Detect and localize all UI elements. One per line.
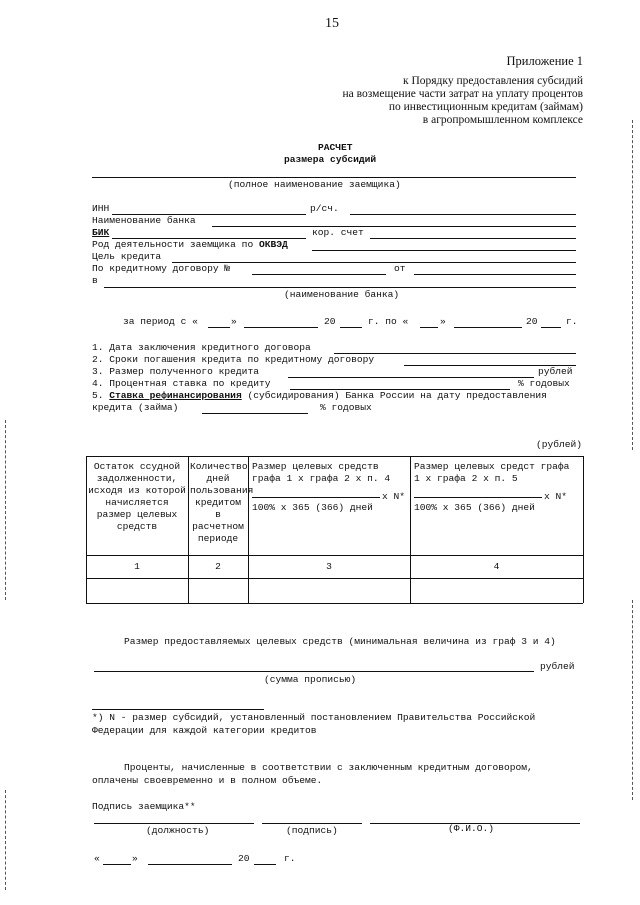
item-5-unit: % годовых — [320, 402, 372, 413]
item-5-line — [202, 413, 308, 414]
corr-account-label: кор. счет — [312, 227, 364, 238]
table-col-divider-1 — [188, 456, 189, 603]
heading-title: РАСЧЕТ — [318, 142, 353, 153]
table-col-divider-3 — [410, 456, 411, 603]
item-5-num: 5. — [92, 390, 104, 401]
footnote-separator — [92, 709, 264, 710]
loan-agreement-date-line — [414, 274, 576, 275]
in-bank-line — [104, 287, 576, 288]
period-day1-line — [208, 327, 230, 328]
table-number-4: 4 — [493, 561, 500, 572]
period-g: г. — [566, 316, 578, 327]
table-header-col-3: Размер целевых средств графа 1 х графа 2 х п. 4 — [252, 461, 391, 484]
appendix-line-1: к Порядку предоставления субсидий — [403, 75, 583, 87]
table-number-3: 3 — [326, 561, 332, 572]
item-5 — [92, 390, 547, 402]
loan-purpose-label: Цель кредита — [92, 251, 162, 262]
left-scan-mark — [5, 420, 6, 600]
date-year-line — [254, 864, 276, 865]
statement-line-1: Проценты, начисленные в соответствии с заключенным кредитным договором, — [124, 762, 533, 773]
inn-label: ИНН — [92, 203, 110, 214]
period-day2-line — [420, 327, 438, 328]
footnote-line-1: *) N - размер субсидий, установленный постановлением Правительства Российской — [92, 712, 536, 723]
loan-agreement-number-line — [252, 274, 386, 275]
signature-sign-line — [262, 823, 362, 824]
table-header-col-1: Остаток ссудной задолженности, исходя из которой начисляется размер целевых средств — [88, 461, 186, 532]
loan-purpose-line — [172, 262, 576, 263]
table-header-col-4: Размер целевых средст графа 1 х графа 2 х п. 5 — [414, 461, 570, 484]
table-header-col-2: Количество дней пользования кредитом в расчетном периоде — [190, 461, 254, 544]
signature-label: Подпись заемщика** — [92, 801, 196, 812]
appendix-line-2: на возмещение части затрат на уплату процентов — [342, 88, 583, 100]
signature-position-caption: (должность) — [146, 825, 210, 836]
footnote-line-2: Федерации для каждой категории кредитов — [92, 725, 317, 736]
from-label: от — [394, 263, 406, 274]
item-5-rest: (субсидирования) Банка России на дату предоставления — [247, 390, 547, 401]
period-year1: 20 — [324, 316, 336, 327]
in-label: в — [92, 275, 98, 286]
period-quote2: » — [440, 316, 446, 327]
table-header-border — [86, 555, 583, 556]
bank-name-label: Наименование банка — [92, 215, 196, 226]
page-number: 15 — [325, 16, 339, 31]
table-col-3-mult: х N* — [382, 491, 406, 502]
period-year2: 20 — [526, 316, 538, 327]
borrower-line — [92, 177, 576, 178]
period-month2-line — [454, 327, 522, 328]
activity-label — [92, 239, 288, 251]
table-col-4-fraction-line — [414, 497, 542, 498]
account-label: р/сч. — [310, 203, 339, 214]
heading-subtitle: размера субсидий — [284, 154, 377, 165]
signature-sign-caption: (подпись) — [286, 825, 338, 836]
table-top-border — [86, 456, 583, 457]
okved-text: ОКВЭД — [258, 239, 288, 250]
table-right-border — [583, 456, 584, 603]
bik-label: БИК — [92, 227, 110, 238]
appendix-line-3: по инвестиционным кредитам (займам) — [388, 101, 583, 113]
bank-name-line — [212, 226, 576, 227]
item-4: 4. Процентная ставка по кредиту — [92, 378, 271, 389]
right-scan-mark — [632, 120, 633, 450]
item-1: 1. Дата заключения кредитного договора — [92, 342, 311, 353]
result-caption: (сумма прописью) — [264, 674, 357, 685]
account-line — [350, 214, 576, 215]
table-bottom-border — [86, 603, 583, 604]
period-year1-line — [340, 327, 362, 328]
appendix-line-4: в агропромышленном комплексе — [422, 114, 583, 126]
period-to: г. по « — [368, 316, 409, 327]
table-number-1: 1 — [134, 561, 140, 572]
activity-text: Род деятельности заемщика по — [92, 239, 254, 250]
item-5-line2: кредита (займа) — [92, 402, 179, 413]
corr-account-line — [370, 238, 576, 239]
date-month-line — [148, 864, 232, 865]
table-left-border — [86, 456, 87, 603]
signature-position-line — [94, 823, 254, 824]
period-month1-line — [244, 327, 318, 328]
table-numbers-border — [86, 578, 583, 579]
date-open-quote: « — [94, 853, 100, 864]
item-4-unit: % годовых — [518, 378, 570, 389]
date-g: г. — [284, 853, 296, 864]
table-col-4-denominator: 100% х 365 (366) дней — [414, 502, 535, 513]
result-amount-line — [94, 671, 534, 672]
item-3-unit: рублей — [538, 366, 573, 377]
appendix-title: Приложение 1 — [506, 54, 583, 68]
activity-line — [312, 250, 576, 251]
table-number-2: 2 — [215, 561, 221, 572]
period-quote1: » — [231, 316, 237, 327]
result-unit: рублей — [540, 661, 575, 672]
loan-agreement-label: По кредитному договору № — [92, 263, 231, 274]
item-3-line — [288, 377, 534, 378]
item-5-bold: Ставка рефинансирования — [109, 390, 242, 401]
item-2: 2. Сроки погашения кредита по кредитному договору — [92, 354, 375, 365]
borrower-caption: (полное наименование заемщика) — [228, 179, 401, 190]
date-year: 20 — [238, 853, 250, 864]
period-prefix: за период с « — [123, 316, 198, 327]
date-close-quote: » — [132, 853, 138, 864]
bank-caption: (наименование банка) — [284, 289, 400, 300]
signature-fio-caption: (Ф.И.О.) — [448, 823, 495, 834]
period-year2-line — [541, 327, 561, 328]
table-col-divider-2 — [248, 456, 249, 603]
left-scan-mark-lower — [5, 790, 6, 890]
statement-line-2: оплачены своевременно и в полном объеме. — [92, 775, 323, 786]
units-note: (рублей) — [536, 439, 583, 450]
right-scan-mark-lower — [632, 600, 633, 800]
table-col-3-fraction-line — [252, 497, 380, 498]
table-col-4-mult: х N* — [544, 491, 568, 502]
table-col-3-denominator: 100% х 365 (366) дней — [252, 502, 373, 513]
result-text: Размер предоставляемых целевых средств (минимальная величина из граф 3 и 4) — [124, 636, 556, 647]
item-3: 3. Размер полученного кредита — [92, 366, 259, 377]
date-day-line — [103, 864, 131, 865]
